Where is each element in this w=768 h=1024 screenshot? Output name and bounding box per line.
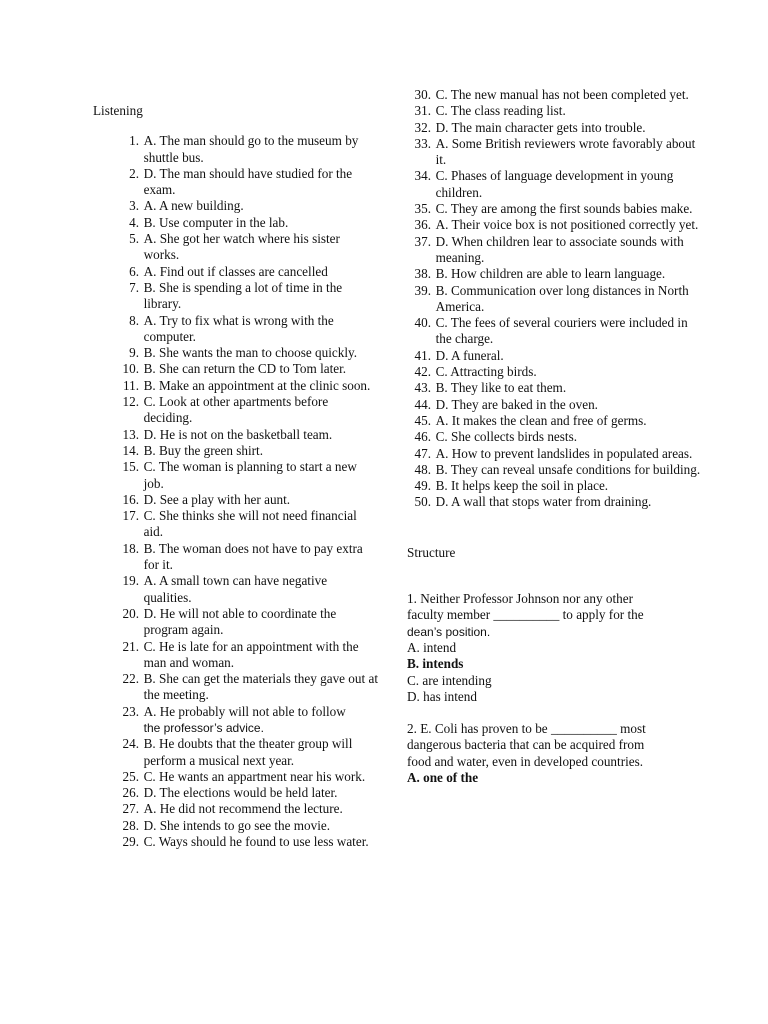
- question-2-line-1: 2. E. Coli has proven to be __________ most: [407, 721, 646, 737]
- answer-item: [93, 166, 378, 199]
- answer-number: 2.: [129, 165, 139, 181]
- answer-text-line: the professor’s advice.: [143, 720, 264, 735]
- question-1: [407, 591, 707, 705]
- right-column: [407, 87, 707, 802]
- answer-text: B. She is spending a lot of time in the library.: [143, 279, 343, 312]
- option-c: C. are intending: [407, 672, 492, 688]
- answer-number: 26.: [122, 785, 139, 801]
- answer-text: C. She thinks she will not need financial aid.: [143, 508, 357, 540]
- answer-item: [407, 87, 707, 103]
- answer-item: [93, 834, 378, 850]
- answer-number: 8.: [129, 312, 139, 328]
- answer-number: 49.: [414, 478, 431, 494]
- answer-item: [93, 133, 378, 166]
- answer-number: 27.: [122, 801, 139, 817]
- question-2: [407, 721, 707, 786]
- answer-item: [93, 394, 378, 427]
- answer-text: A. How to prevent landslides in populated areas.: [435, 445, 693, 461]
- answer-number: 15.: [122, 459, 139, 475]
- answer-text: D. A wall that stops water from draining.: [435, 494, 652, 510]
- answer-item: [93, 785, 378, 801]
- answer-item: [407, 283, 707, 316]
- answer-item: [407, 446, 707, 462]
- answer-text: B. It helps keep the soil in place.: [435, 478, 609, 494]
- answer-number: 31.: [414, 103, 431, 119]
- answer-item: [407, 429, 707, 445]
- answer-item: [93, 769, 378, 785]
- answer-number: 13.: [122, 426, 139, 442]
- answer-number: 17.: [122, 508, 139, 524]
- answer-item: [93, 492, 378, 508]
- structure-section: [407, 545, 707, 787]
- answer-item: [93, 313, 378, 346]
- answer-number: 40.: [414, 315, 431, 331]
- answer-item: [93, 639, 378, 672]
- answer-text: [139, 704, 378, 737]
- answer-text: D. When children lear to associate sounds with meaning.: [435, 233, 684, 265]
- answer-text: D. They are baked in the oven.: [435, 396, 598, 412]
- answer-item: [407, 413, 707, 429]
- answer-item: [93, 280, 378, 313]
- option-b-answer: B. intends: [407, 656, 464, 672]
- answer-item: [407, 201, 707, 217]
- answer-item: [93, 378, 378, 394]
- answer-text: B. Make an appointment at the clinic soon.: [143, 377, 371, 393]
- answer-item: [407, 478, 707, 494]
- option-d: D. has intend: [407, 688, 477, 704]
- answer-item: [93, 443, 378, 459]
- answer-number: 41.: [414, 347, 431, 363]
- answer-number: 20.: [122, 605, 139, 621]
- answer-item: [93, 801, 378, 817]
- question-1-line-1: 1. Neither Professor Johnson nor any other: [407, 591, 633, 607]
- answer-text: A. He did not recommend the lecture.: [143, 801, 343, 817]
- answer-item: [93, 345, 378, 361]
- answer-text: D. A funeral.: [435, 347, 504, 363]
- answer-number: 32.: [414, 119, 431, 135]
- structure-heading: Structure: [407, 544, 456, 560]
- answer-list-right: [407, 87, 707, 511]
- answer-text: D. She intends to go see the movie.: [143, 817, 331, 833]
- answer-number: 45.: [414, 412, 431, 428]
- answer-number: 5.: [129, 231, 139, 247]
- answer-item: [407, 397, 707, 413]
- answer-number: 14.: [122, 442, 139, 458]
- answer-text: B. She can return the CD to Tom later.: [143, 361, 347, 377]
- answer-number: 44.: [414, 396, 431, 412]
- answer-item: [93, 427, 378, 443]
- answer-text: C. He is late for an appointment with the man and woman.: [143, 638, 359, 670]
- answer-number: 43.: [414, 380, 431, 396]
- answer-text: C. The woman is planning to start a new job.: [143, 459, 357, 491]
- answer-text: B. The woman does not have to pay extra for it.: [143, 540, 363, 573]
- answer-item: [93, 736, 378, 769]
- answer-text: C. Ways should he found to use less water.: [143, 834, 369, 850]
- answer-item: [93, 671, 378, 704]
- answer-text: D. The main character gets into trouble.: [435, 119, 646, 135]
- answer-number: 42.: [414, 364, 431, 380]
- answer-text: B. She wants the man to choose quickly.: [143, 345, 358, 361]
- answer-number: 50.: [414, 494, 431, 510]
- answer-number: 25.: [122, 768, 139, 784]
- answer-number: 16.: [122, 491, 139, 507]
- answer-number: 35.: [414, 201, 431, 217]
- answer-number: 36.: [414, 217, 431, 233]
- answer-number: 10.: [122, 361, 139, 377]
- answer-text: B. She can get the materials they gave out at the meeting.: [143, 671, 378, 703]
- question-2-line-3: food and water, even in developed countries.: [407, 753, 644, 769]
- answer-item: [93, 573, 378, 606]
- answer-number: 21.: [122, 638, 139, 654]
- answer-number: 33.: [414, 135, 431, 151]
- question-1-line-3: dean’s position.: [407, 624, 491, 639]
- answer-item: [407, 103, 707, 119]
- answer-item: [407, 315, 707, 348]
- answer-text: B. Use computer in the lab.: [143, 214, 289, 230]
- answer-item: [407, 364, 707, 380]
- option-a: A. intend: [407, 639, 457, 655]
- answer-item: [93, 215, 378, 231]
- answer-text: C. They are among the first sounds babies make.: [435, 201, 693, 217]
- answer-item: [93, 459, 378, 492]
- question-2-option-a-answer: A. one of the: [407, 769, 479, 785]
- question-1-options: [407, 640, 707, 705]
- answer-list-left: [93, 133, 378, 850]
- answer-item: [407, 462, 707, 478]
- answer-number: 23.: [122, 703, 139, 719]
- answer-number: 7.: [129, 279, 139, 295]
- answer-number: 9.: [129, 345, 139, 361]
- answer-text: D. See a play with her aunt.: [143, 491, 291, 507]
- answer-number: 47.: [414, 445, 431, 461]
- question-2-line-2: dangerous bacteria that can be acquired from: [407, 737, 645, 753]
- answer-number: 48.: [414, 461, 431, 477]
- answer-number: 1.: [129, 133, 139, 149]
- answer-text: A. Try to fix what is wrong with the computer.: [143, 312, 334, 344]
- answer-text: B. They can reveal unsafe conditions for building.: [435, 461, 701, 477]
- question-1-line-2: faculty member __________ to apply for the: [407, 607, 644, 623]
- answer-item: [407, 120, 707, 136]
- answer-item: [93, 818, 378, 834]
- answer-text: C. Phases of language development in young children.: [435, 168, 674, 200]
- answer-text: B. They like to eat them.: [435, 380, 567, 396]
- answer-text: B. Buy the green shirt.: [143, 442, 264, 458]
- answer-text: C. The new manual has not been completed yet.: [435, 87, 689, 102]
- answer-text: B. How children are able to learn language.: [435, 266, 666, 282]
- answer-item: [407, 494, 707, 510]
- answer-item: [93, 198, 378, 214]
- answer-text: D. The elections would be held later.: [143, 785, 338, 801]
- answer-item: [407, 380, 707, 396]
- answer-number: 38.: [414, 266, 431, 282]
- answer-text: A. It makes the clean and free of germs.: [435, 412, 647, 428]
- answer-text: A. A new building.: [143, 198, 244, 214]
- answer-text: D. The man should have studied for the exam.: [143, 165, 353, 198]
- left-column: [93, 103, 378, 850]
- answer-number: 34.: [414, 168, 431, 184]
- answer-number: 4.: [129, 214, 139, 230]
- answer-number: 39.: [414, 282, 431, 298]
- answer-text: A. A small town can have negative qualities.: [143, 573, 328, 605]
- answer-number: 6.: [129, 263, 139, 279]
- answer-item: [407, 217, 707, 233]
- answer-item: [93, 541, 378, 574]
- answer-item: [93, 264, 378, 280]
- answer-text: C. The fees of several couriers were included in the charge.: [435, 315, 688, 347]
- answer-item: [93, 704, 378, 737]
- answer-text: C. Look at other apartments before deciding.: [143, 394, 329, 426]
- answer-item: [93, 508, 378, 541]
- answer-item: [407, 136, 707, 169]
- answer-text: C. Attracting birds.: [435, 364, 537, 380]
- answer-text: A. Their voice box is not positioned correctly yet.: [435, 217, 699, 233]
- answer-item: [93, 231, 378, 264]
- answer-item: [93, 361, 378, 377]
- answer-text: A. She got her watch where his sister works.: [143, 231, 340, 263]
- answer-text: C. The class reading list.: [435, 103, 566, 119]
- answer-number: 30.: [414, 87, 431, 102]
- answer-text: B. Communication over long distances in North America.: [435, 282, 689, 314]
- answer-item: [407, 266, 707, 282]
- answer-number: 24.: [122, 736, 139, 752]
- answer-number: 22.: [122, 671, 139, 687]
- answer-number: 37.: [414, 233, 431, 249]
- answer-number: 12.: [122, 394, 139, 410]
- answer-item: [407, 234, 707, 267]
- answer-item: [93, 606, 378, 639]
- answer-text: A. The man should go to the museum by shuttle bus.: [143, 133, 359, 165]
- answer-number: 3.: [129, 198, 139, 214]
- answer-number: 19.: [122, 573, 139, 589]
- answer-text: A. Find out if classes are cancelled: [143, 263, 328, 279]
- answer-item: [407, 168, 707, 201]
- listening-heading: Listening: [93, 103, 143, 118]
- answer-text: C. She collects birds nests.: [435, 429, 577, 445]
- answer-number: 46.: [414, 429, 431, 445]
- answer-number: 11.: [123, 377, 139, 393]
- answer-text: D. He is not on the basketball team.: [143, 426, 333, 442]
- answer-text: C. He wants an appartment near his work.: [143, 768, 366, 784]
- answer-number: 18.: [122, 540, 139, 556]
- answer-number: 28.: [122, 817, 139, 833]
- answer-number: 29.: [122, 834, 139, 850]
- answer-text: A. Some British reviewers wrote favorably about it.: [435, 135, 696, 168]
- answer-text-line: A. He probably will not able to follow: [143, 703, 346, 719]
- answer-item: [407, 348, 707, 364]
- answer-text: D. He will not able to coordinate the program again.: [143, 605, 337, 638]
- answer-text: B. He doubts that the theater group will perform a musical next year.: [143, 736, 353, 768]
